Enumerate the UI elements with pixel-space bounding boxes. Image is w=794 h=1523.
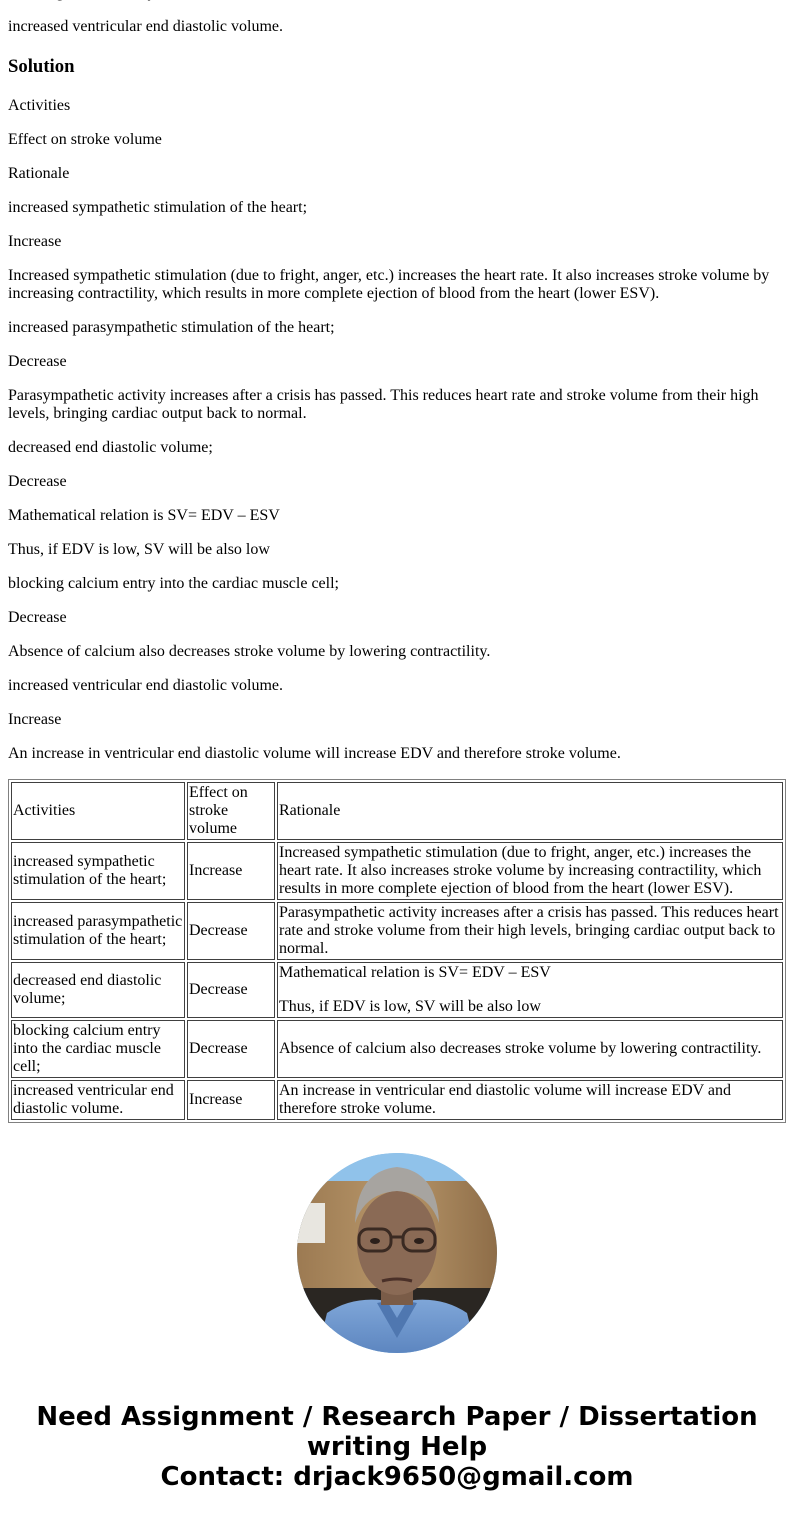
rationale-text: An increase in ventricular end diastolic volume will increase EDV and therefore stroke volume. (279, 1082, 731, 1117)
solution-paragraph: increased parasympathetic stimulation of the heart; (8, 319, 335, 336)
solution-paragraph: Activities (8, 97, 71, 114)
solution-table (8, 779, 786, 1123)
header-cell-rationale: Rationale (277, 782, 783, 840)
rationale-cell (277, 1020, 783, 1078)
effect-cell: Decrease (187, 1020, 275, 1078)
promo-line-2: writing Help (306, 1432, 488, 1462)
solution-paragraph: Increased sympathetic stimulation (due to fright, anger, etc.) increases the heart rate. It also increases stroke volume by increasing contractility, which results in more complete ejection of blood from the heart (lower ESV). (8, 267, 770, 302)
solution-paragraph: Effect on stroke volume (8, 131, 162, 148)
solution-heading: Solution (8, 56, 75, 77)
solution-paragraph: Increase (8, 233, 62, 250)
effect-cell: Decrease (187, 962, 275, 1018)
rationale-cell (277, 962, 783, 1018)
solution-paragraph: Absence of calcium also decreases stroke volume by lowering contractility. (8, 643, 491, 660)
table-row (11, 962, 783, 1018)
author-avatar (297, 1153, 497, 1353)
effect-cell: Increase (187, 842, 275, 900)
solution-paragraph: Thus, if EDV is low, SV will be also low (8, 541, 270, 558)
question-item: increased ventricular end diastolic volume. (8, 18, 284, 35)
activity-cell: increased sympathetic stimulation of the heart; (11, 842, 185, 900)
solution-paragraph: increased ventricular end diastolic volume. (8, 677, 284, 694)
document-content (8, 0, 786, 1123)
rationale-text: Thus, if EDV is low, SV will be also low (279, 998, 541, 1015)
solution-paragraph: Decrease (8, 609, 67, 626)
solution-paragraph: An increase in ventricular end diastolic volume will increase EDV and therefore stroke volume. (8, 745, 621, 762)
solution-paragraph: Decrease (8, 353, 67, 370)
solution-paragraph: Parasympathetic activity increases after a crisis has passed. This reduces heart rate and stroke volume from their high levels, bringing cardiac output back to normal. (8, 387, 759, 422)
table-row (11, 842, 783, 900)
rationale-cell (277, 842, 783, 900)
promo-banner (0, 1402, 794, 1492)
rationale-text: Mathematical relation is SV= EDV – ESV (279, 964, 551, 981)
promo-contact: Contact: drjack9650@gmail.com (160, 1462, 634, 1492)
table-row (11, 902, 783, 960)
activity-cell: blocking calcium entry into the cardiac muscle cell; (11, 1020, 185, 1078)
table-row (11, 1020, 783, 1078)
rationale-text: Parasympathetic activity increases after a crisis has passed. This reduces heart rate and stroke volume from their high levels, bringing cardiac output back to normal. (279, 904, 779, 957)
question-item (8, 0, 786, 2)
solution-paragraph: decreased end diastolic volume; (8, 439, 213, 456)
solution-paragraph: blocking calcium entry into the cardiac muscle cell; (8, 575, 339, 592)
effect-cell: Decrease (187, 902, 275, 960)
header-cell-activities: Activities (11, 782, 185, 840)
effect-cell: Increase (187, 1080, 275, 1120)
activity-cell: increased parasympathetic stimulation of the heart; (11, 902, 185, 960)
solution-paragraph: Increase (8, 711, 62, 728)
rationale-cell (277, 1080, 783, 1120)
table-header-row (11, 782, 783, 840)
activity-cell: increased ventricular end diastolic volume. (11, 1080, 185, 1120)
table-row (11, 1080, 783, 1120)
promo-line-1: Need Assignment / Research Paper / Dissertation (36, 1402, 758, 1432)
solution-paragraph: increased sympathetic stimulation of the heart; (8, 199, 308, 216)
rationale-text: Absence of calcium also decreases stroke volume by lowering contractility. (279, 1040, 762, 1057)
header-cell-effect: Effect on stroke volume (187, 782, 275, 840)
author-photo-icon (297, 1153, 497, 1353)
activity-cell: decreased end diastolic volume; (11, 962, 185, 1018)
solution-paragraph: Decrease (8, 473, 67, 490)
solution-paragraph: Rationale (8, 165, 70, 182)
solution-paragraph: Mathematical relation is SV= EDV – ESV (8, 507, 280, 524)
rationale-text: Increased sympathetic stimulation (due to fright, anger, etc.) increases the heart rate. It also increases stroke volume by increasing contractility, which results in more complete ejection of blood from the heart (lower ESV). (279, 844, 762, 897)
rationale-cell (277, 902, 783, 960)
